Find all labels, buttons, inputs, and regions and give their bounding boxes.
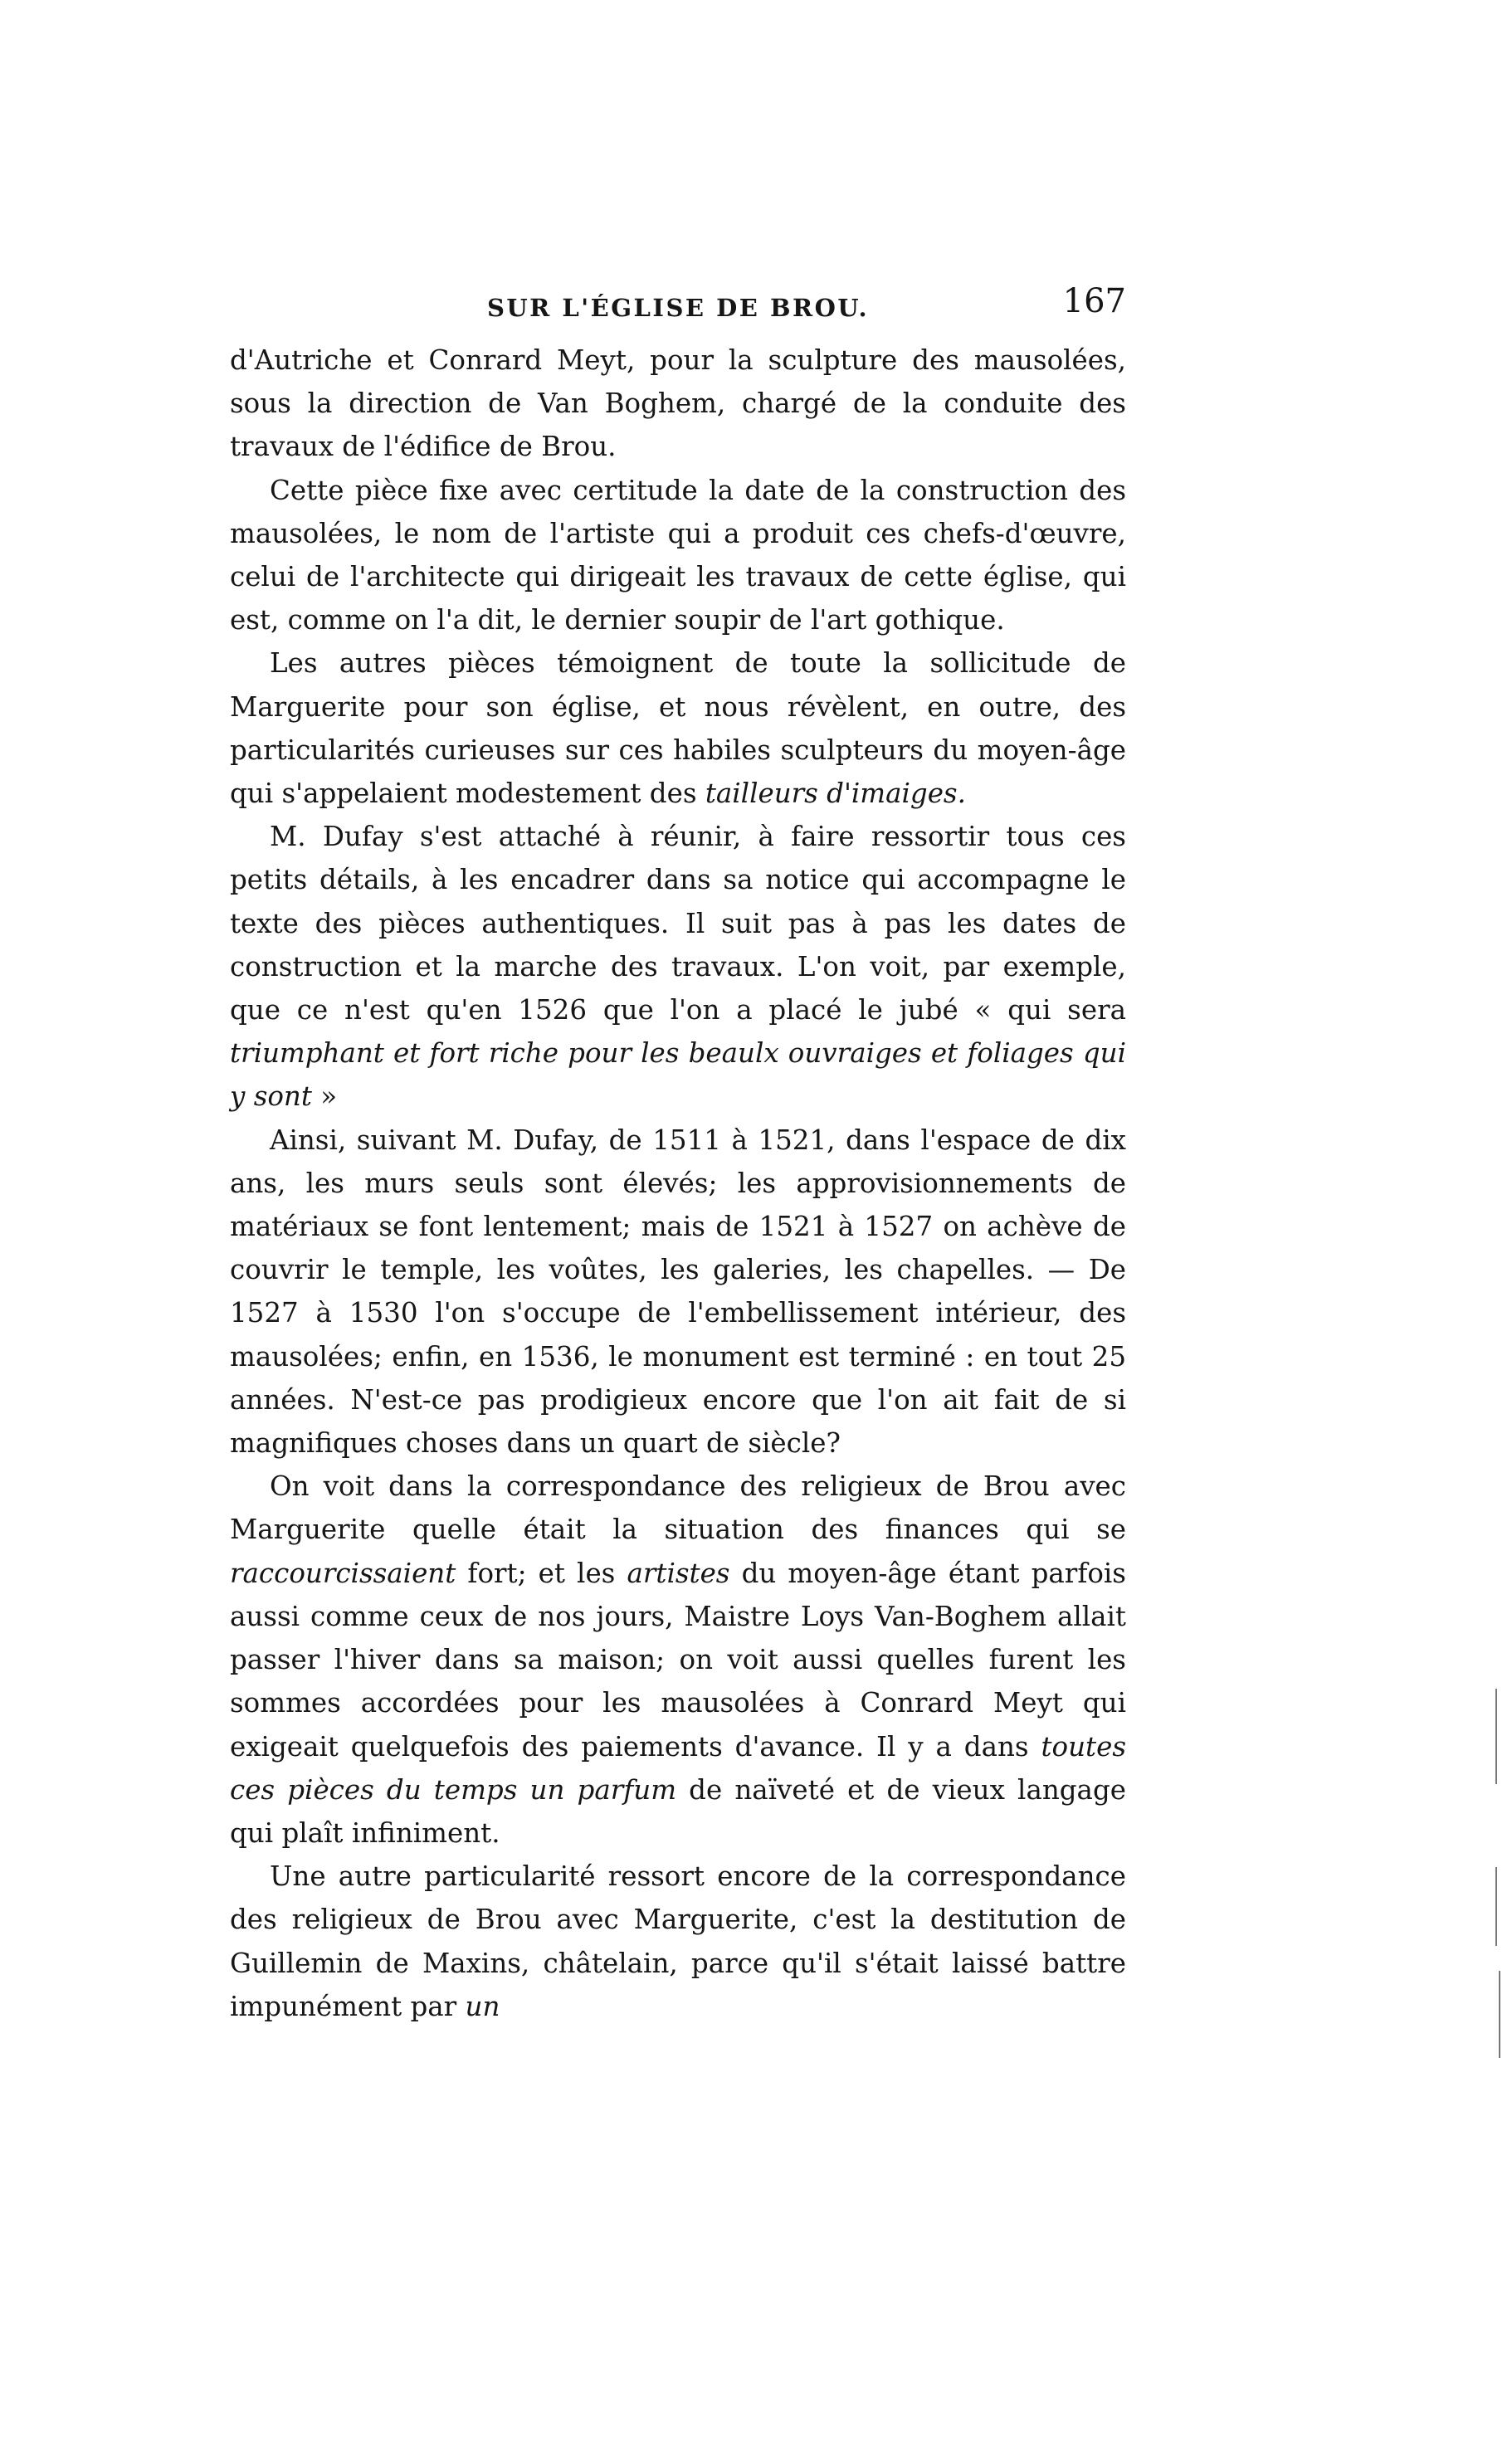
text-run: du moyen-âge étant parfois aussi comme ceux de nos jours, Maistre Loys Van-Boghem allait passer l'hiver dans sa maison; on voit aussi quelles furent les sommes accordées pour les mausolées à Conrard Meyt qui exigeait quelquefois des paiements d'avance. Il y a dans [230, 1557, 1126, 1763]
page-number: 167 [1062, 282, 1126, 320]
paragraph [230, 469, 1126, 642]
text-run: fort; et les [456, 1557, 627, 1589]
body-text [230, 339, 1126, 2028]
running-header [230, 275, 1126, 322]
running-title: SUR L'ÉGLISE DE BROU. [486, 294, 870, 322]
text-run: » [311, 1080, 338, 1113]
paragraph [230, 641, 1126, 815]
text-run: de naïveté et de vieux langage qui plaît infiniment. [230, 1773, 1126, 1849]
italic-text: un [465, 1990, 500, 2022]
paragraph [230, 815, 1126, 1118]
italic-text: toutes ces pièces du temps un parfum [230, 1730, 1126, 1806]
italic-text: artistes [627, 1557, 730, 1589]
text-run: Ainsi, suivant M. Dufay, de 1511 à 1521, dans l'espace de dix ans, les murs seuls sont élevés; les approvisionnements de matériaux se font lentement; mais de 1521 à 1527 on achève de couvrir le temple, les voûtes, les galeries, les chapelles. — De 1527 à 1530 l'on s'occupe de l'embellissement intérieur, des mausolées; enfin, en 1536, le monument est terminé : en tout 25 années. N'est-ce pas prodigieux encore que l'on ait fait de si magnifiques choses dans un quart de siècle? [230, 1124, 1126, 1460]
text-run: Cette pièce fixe avec certitude la date de la construction des mausolées, le nom de l'artiste qui a produit ces chefs-d'œuvre, celui de l'architecte qui dirigeait les travaux de cette église, qui est, comme on l'a dit, le dernier soupir de l'art gothique. [230, 474, 1126, 636]
text-run: Les autres pièces témoignent de toute la sollicitude de Marguerite pour son église, et nous révèlent, en outre, des particularités curieuses sur ces habiles sculpteurs du moyen-âge qui s'appelaient modestement des [230, 647, 1126, 810]
paragraph [230, 1119, 1126, 1465]
scan-edge-mark [1499, 1971, 1500, 2058]
paragraph [230, 1855, 1126, 2028]
book-page [230, 275, 1126, 2028]
scan-edge-mark [1495, 1867, 1497, 1946]
paragraph [230, 1465, 1126, 1855]
text-run: d'Autriche et Conrard Meyt, pour la sculpture des mausolées, sous la direction de Van Boghem, chargé de la conduite des travaux de l'édifice de Brou. [230, 344, 1126, 463]
italic-text: triumphant et fort riche pour les beaulx ouvraiges et foliages qui y sont [230, 1037, 1126, 1113]
text-run: On voit dans la correspondance des religieux de Brou avec Marguerite quelle était la situation des finances qui se [230, 1470, 1126, 1546]
text-run: M. Dufay s'est attaché à réunir, à faire ressortir tous ces petits détails, à les encadrer dans sa notice qui accompagne le texte des pièces authentiques. Il suit pas à pas les dates de construction et la marche des travaux. L'on voit, par exemple, que ce n'est qu'en 1526 que l'on a placé le jubé « qui sera [230, 821, 1126, 1026]
italic-text: tailleurs d'imaiges. [705, 778, 966, 810]
paragraph [230, 339, 1126, 469]
text-run: Une autre particularité ressort encore de la correspondance des religieux de Brou avec Marguerite, c'est la destitution de Guillemin de Maxins, châtelain, parce qu'il s'était laissé battre impunément par [230, 1860, 1126, 2022]
scan-edge-mark [1495, 1689, 1497, 1784]
italic-text: raccourcissaient [230, 1557, 456, 1589]
